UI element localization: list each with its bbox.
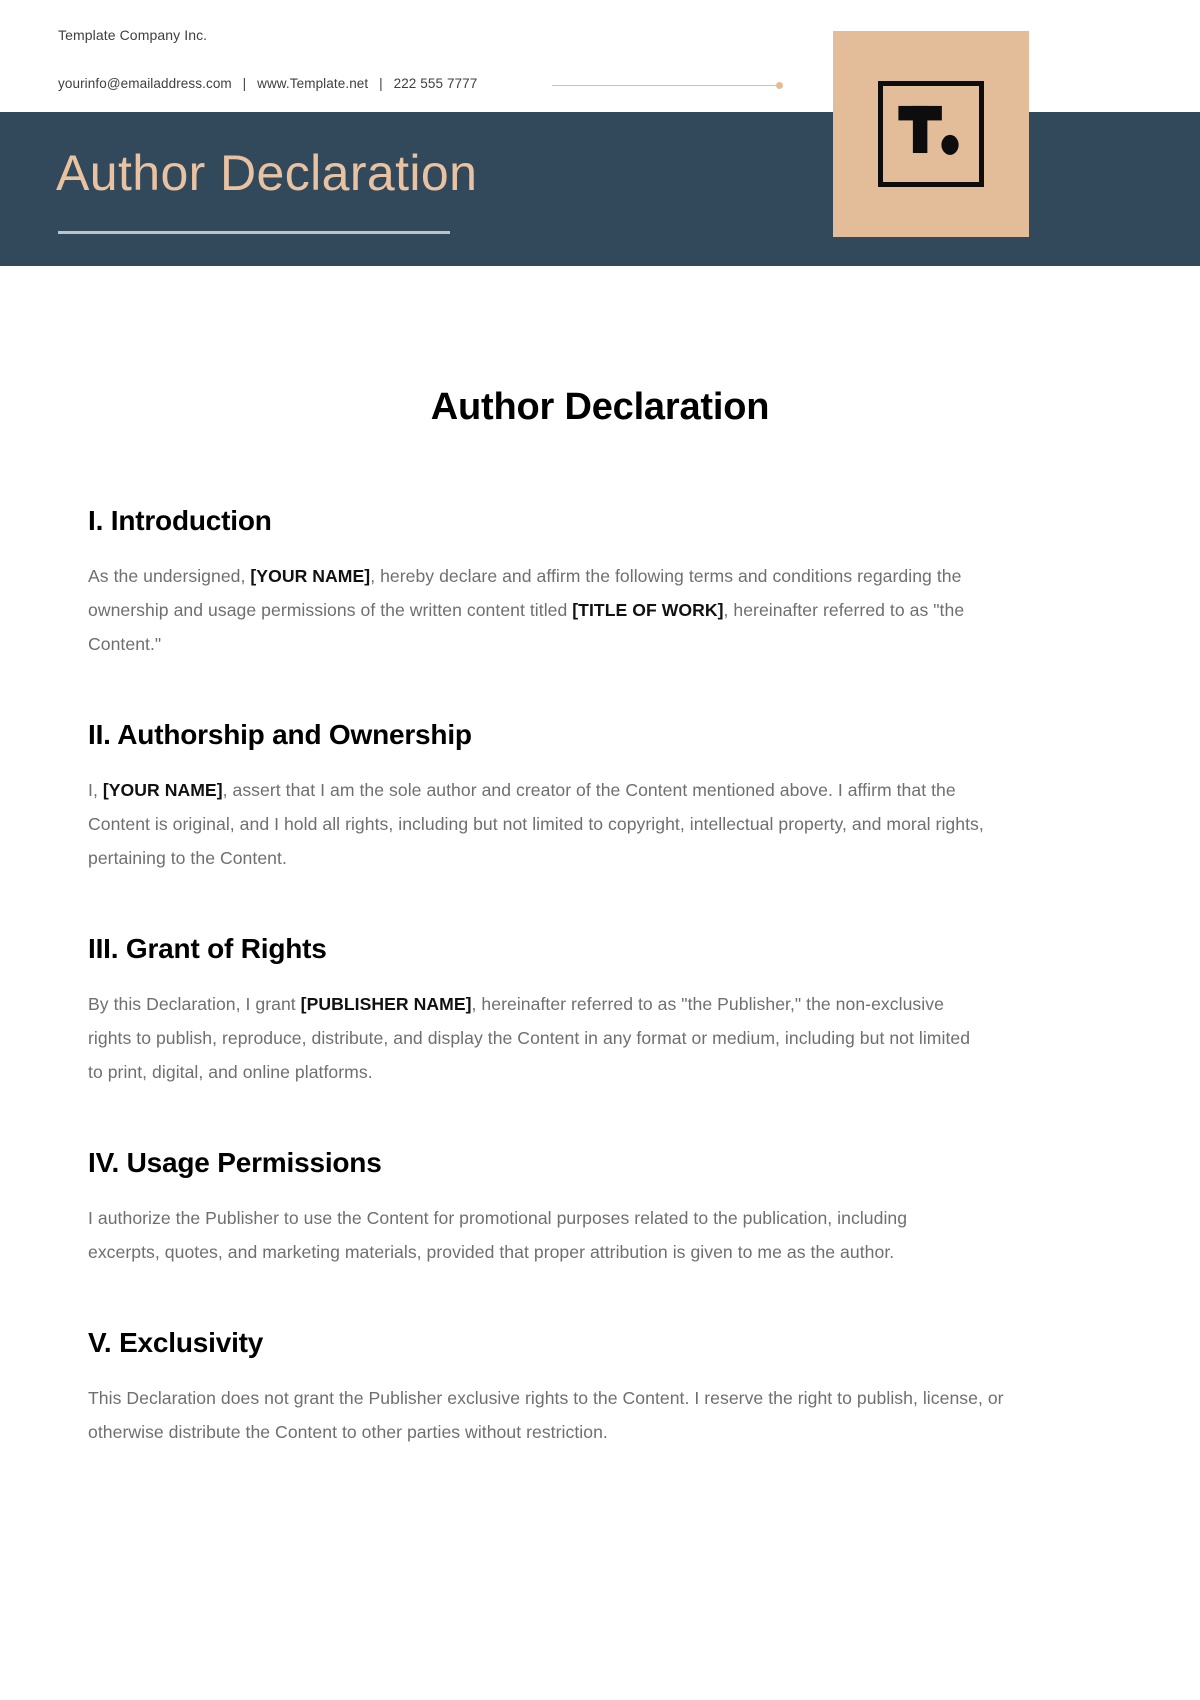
logo-frame: [878, 81, 984, 187]
contact-separator-2: |: [379, 76, 383, 91]
website-text: www.Template.net: [257, 76, 369, 91]
header-rule-dot-icon: [776, 82, 783, 89]
header-rule: [552, 85, 780, 86]
contact-line: [58, 76, 477, 91]
section-paragraph: I authorize the Publisher to use the Content for promotional purposes related to the publication, including excerpts, quotes, and marketing materials, provided that proper attribution is given to me as the author.: [88, 1208, 908, 1262]
section-exclusivity: [88, 1327, 1112, 1449]
section-paragraph: This Declaration does not grant the Publisher exclusive rights to the Content. I reserve the right to publish, license, or otherwise distribute the Content to other parties without restriction.: [88, 1388, 1004, 1442]
section-paragraph: By this Declaration, I grant [PUBLISHER NAME], hereinafter referred to as "the Publisher," the non-exclusive rights to publish, reproduce, distribute, and display the Content in any format or medium, including but not limited to print, digital, and online platforms.: [88, 994, 971, 1082]
contact-separator-1: |: [242, 76, 247, 91]
banner-underline: [58, 231, 450, 234]
phone-text: 222 555 7777: [393, 76, 478, 91]
section-authorship-and-ownership: [88, 719, 1112, 875]
banner-title: Author Declaration: [56, 145, 478, 201]
section-heading: III. Grant of Rights: [88, 933, 327, 964]
section-heading: I. Introduction: [88, 505, 272, 536]
company-name: Template Company Inc.: [58, 27, 208, 43]
section-heading: IV. Usage Permissions: [88, 1147, 382, 1178]
section-paragraph: As the undersigned, [YOUR NAME], hereby declare and affirm the following terms and conditions regarding the ownership and usage permissions of the written content titled [TITLE OF WORK], hereinafter referred to as "the Content.": [88, 566, 965, 654]
section-heading: II. Authorship and Ownership: [88, 719, 472, 750]
logo-t-dot-icon: [883, 86, 979, 182]
section-paragraph: I, [YOUR NAME], assert that I am the sole author and creator of the Content mentioned above. I affirm that the Content is original, and I hold all rights, including but not limited to copyright, intellectual property, and moral rights, pertaining to the Content.: [88, 780, 984, 868]
document-title: Author Declaration: [430, 386, 770, 428]
section-grant-of-rights: [88, 933, 1112, 1089]
section-introduction: [88, 505, 1112, 661]
document-body: [0, 386, 1200, 1449]
email-text: yourinfo@emailaddress.com: [58, 76, 232, 91]
logo-block: [833, 31, 1029, 237]
section-usage-permissions: [88, 1147, 1112, 1269]
section-heading: V. Exclusivity: [88, 1327, 264, 1358]
